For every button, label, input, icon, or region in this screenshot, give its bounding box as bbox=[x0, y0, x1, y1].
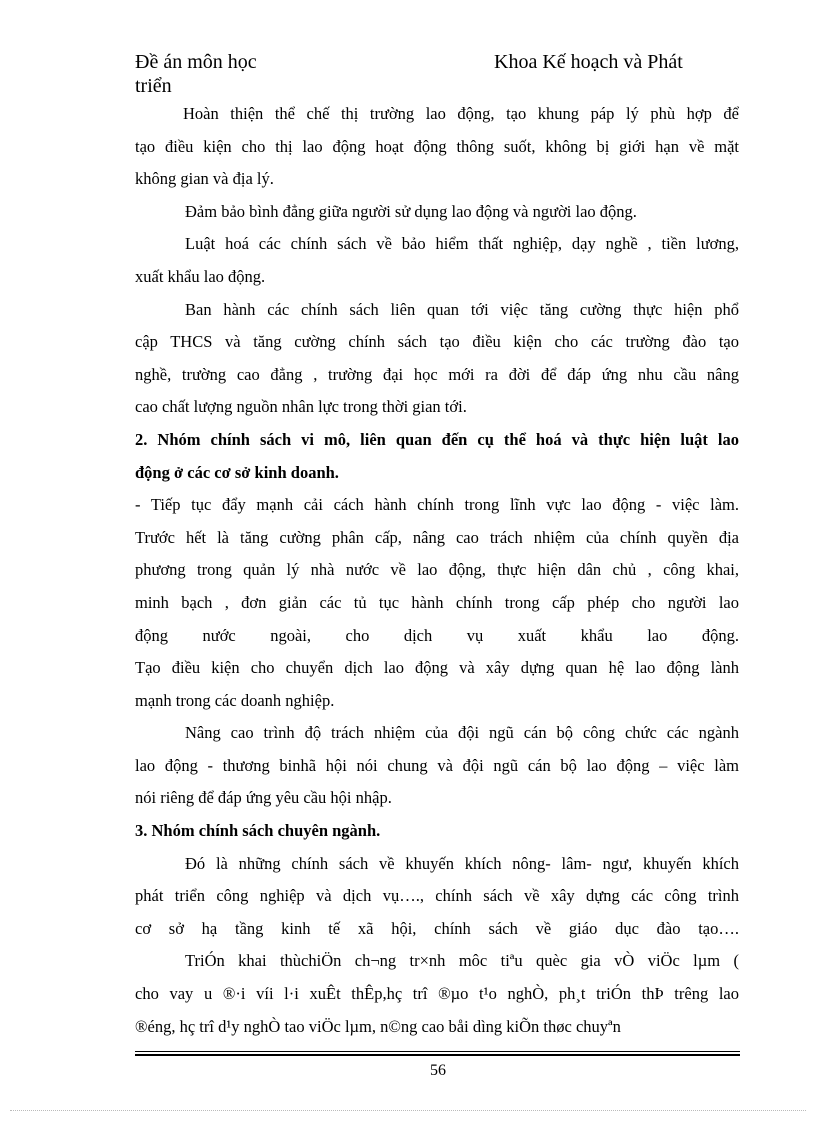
header-wrap-line: triển bbox=[135, 75, 172, 97]
para-5-line-7: mạnh trong các doanh nghiệp. bbox=[135, 690, 335, 710]
para-8-line-3: ®éng, hç trî d¹y nghÒ tao viÖc lµm, n©ng cao båi dìng kiÕn thøc chuyªn bbox=[135, 1016, 621, 1036]
para-8-line-2: cho vay u ®·i víi l·i xuÊt thÊp,hç trî ®µo t¹o nghÒ, ph¸t triÓn thÞ trêng lao bbox=[135, 984, 739, 1004]
header-left bbox=[135, 50, 257, 98]
footer-rule-thick bbox=[135, 1054, 740, 1056]
document-body bbox=[135, 98, 739, 1043]
header-course-title: Đề án môn học bbox=[135, 51, 257, 73]
para-4-line-4: cao chất lượng nguồn nhân lực trong thời gian tới. bbox=[135, 397, 467, 417]
para-1-line-1: Hoàn thiện thể chế thị trường lao động, tạo khung páp lý phù hợp để bbox=[183, 104, 739, 123]
section-3-heading: 3. Nhóm chính sách chuyên ngành. bbox=[135, 821, 381, 841]
para-5-line-3: phương trong quản lý nhà nước về lao động, thực hiện dân chủ , công khai, bbox=[135, 560, 739, 580]
para-6-line-2: lao động - thương binhã hội nói chung và đội ngũ cán bộ lao động – việc làm bbox=[135, 755, 739, 775]
para-5-line-5: động nước ngoài, cho dịch vụ xuất khẩu lao động. bbox=[135, 625, 739, 645]
para-5-line-6: Tạo điều kiện cho chuyển dịch lao động và xây dựng quan hệ lao động lành bbox=[135, 658, 739, 678]
para-5-line-4: minh bạch , đơn giản các tủ tục hành chính trong cấp phép cho người lao bbox=[135, 592, 739, 612]
para-3-line-1: Luật hoá các chính sách về bảo hiểm thất nghiệp, dạy nghề , tiền lương, bbox=[185, 234, 739, 254]
section-2-heading-line-1: 2. Nhóm chính sách vi mô, liên quan đến cụ thể hoá và thực hiện luật lao bbox=[135, 429, 739, 449]
header-faculty: Khoa Kế hoạch và Phát bbox=[494, 51, 683, 73]
section-2-heading-line-2: động ở các cơ sở kinh doanh. bbox=[135, 462, 339, 482]
para-5-line-1: - Tiếp tục đẩy mạnh cải cách hành chính trong lĩnh vực lao động - việc làm. bbox=[135, 495, 739, 515]
para-4-line-2: cập THCS và tăng cường chính sách tạo điều kiện cho các trường đào tạo bbox=[135, 332, 739, 352]
para-6-line-1: Nâng cao trình độ trách nhiệm của đội ngũ cán bộ công chức các ngành bbox=[185, 723, 739, 743]
para-1-line-3: không gian và địa lý. bbox=[135, 169, 274, 189]
para-8-line-1: TriÓn khai thùchiÖn ch¬ng tr×nh môc tiªu quèc gia vÒ viÖc lµm ( bbox=[185, 951, 739, 971]
para-7-line-1: Đó là những chính sách về khuyến khích nông- lâm- ngư, khuyến khích bbox=[185, 853, 739, 873]
para-4-line-1: Ban hành các chính sách liên quan tới việc tăng cường thực hiện phổ bbox=[185, 299, 739, 319]
para-7-line-2: phát triển công nghiệp và dịch vụ…., chính sách về xây dựng các công trình bbox=[135, 886, 739, 906]
para-3-line-2: xuất khẩu lao động. bbox=[135, 266, 266, 286]
para-1-line-2: tạo điều kiện cho thị lao động hoạt động thông suốt, không bị giới hạn về mặt bbox=[135, 136, 739, 156]
para-2: Đảm bảo bình đẳng giữa người sử dụng lao động và người lao động. bbox=[185, 201, 637, 221]
para-7-line-3: cơ sở hạ tầng kinh tế xã hội, chính sách về giáo dục đào tạo…. bbox=[135, 918, 739, 938]
para-4-line-3: nghề, trường cao đẳng , trường đại học mới ra đời để đáp ứng nhu cầu nâng bbox=[135, 364, 739, 384]
page-break-dotted-line bbox=[10, 1110, 806, 1111]
para-6-line-3: nói riêng để đáp ứng yêu cầu hội nhập. bbox=[135, 788, 392, 808]
page-number: 56 bbox=[430, 1062, 446, 1079]
footer-rule-thin bbox=[135, 1051, 740, 1052]
para-5-line-2: Trước hết là tăng cường phân cấp, nâng cao trách nhiệm của chính quyền địa bbox=[135, 527, 739, 547]
